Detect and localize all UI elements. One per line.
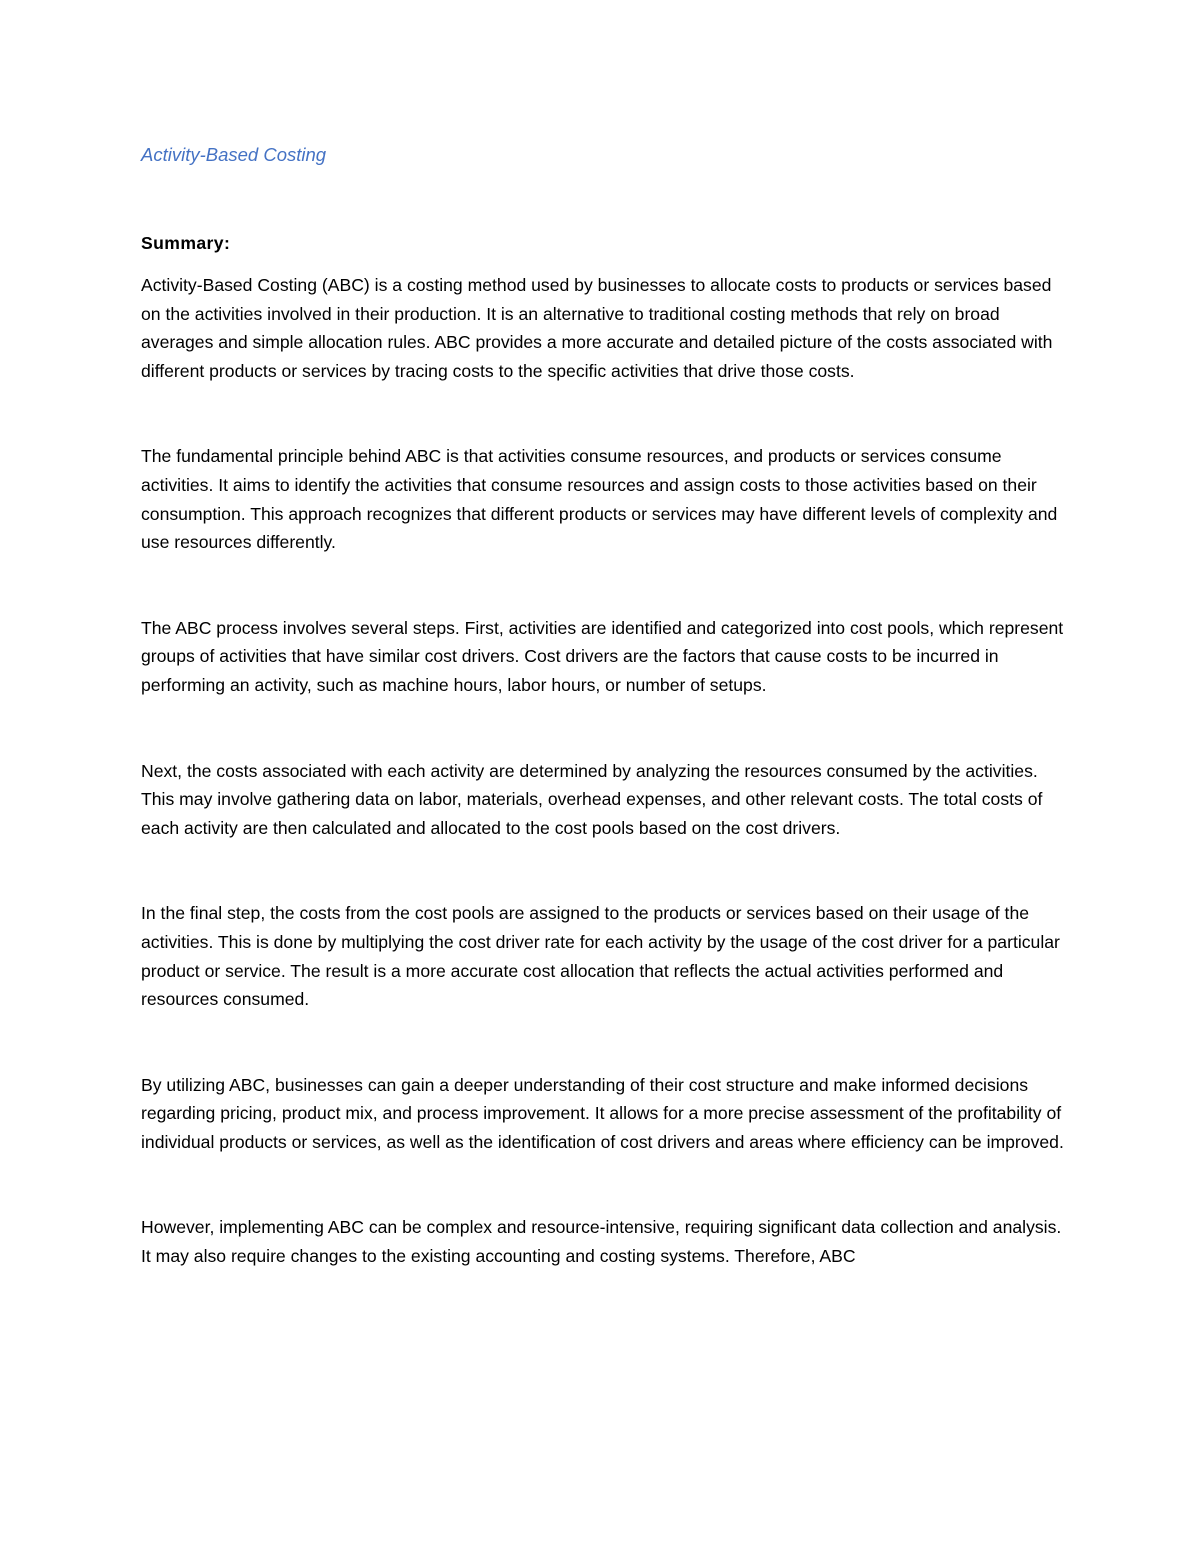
- paragraph-benefits: By utilizing ABC, businesses can gain a deeper understanding of their cost structure and make informed decisions regarding pricing, product mix, and process improvement. It allows for a more precise assessment of the profitability of individual products or services, as well as the identification of cost drivers and areas where efficiency can be improved.: [141, 1074, 1064, 1152]
- paragraph-limitations: However, implementing ABC can be complex and resource-intensive, requiring significant data collection and analysis. It may also require changes to the existing accounting and costing systems. Therefore, ABC: [141, 1217, 1062, 1267]
- paragraph-principle: The fundamental principle behind ABC is that activities consume resources, and products or services consume activities. It aims to identify the activities that consume resources and assign costs to those activities based on their consumption. This approach recognizes that different products or services may have different levels of complexity and use resources differently.: [141, 446, 1058, 553]
- document-title: Activity-Based Costing: [141, 144, 327, 165]
- paragraph-process: The ABC process involves several steps. First, activities are identified and categorized into cost pools, which represent groups of activities that have similar cost drivers. Cost drivers are the factors that cause costs to be incurred in performing an activity, such as machine hours, labor hours, or number of setups.: [141, 617, 1064, 695]
- summary-heading: Summary:: [141, 233, 231, 253]
- paragraph-intro: Activity-Based Costing (ABC) is a costing method used by businesses to allocate costs to products or services based on the activities involved in their production. It is an alternative to traditional costing methods that rely on broad averages and simple allocation rules. ABC provides a more accurate and detailed picture of the costs associated with different products or services by tracing costs to the specific activities that drive those costs.: [141, 275, 1053, 381]
- paragraph-final-step: In the final step, the costs from the cost pools are assigned to the products or services based on their usage of the activities. This is done by multiplying the cost driver rate for each activity by the usage of the cost driver for a particular product or service. The result is a more accurate cost allocation that reflects the actual activities performed and resources consumed.: [141, 903, 1060, 1010]
- document-body: [141, 141, 1066, 1271]
- paragraph-cost-determination: Next, the costs associated with each activity are determined by analyzing the resources consumed by the activities. This may involve gathering data on labor, materials, overhead expenses, and other relevant costs. The total costs of each activity are then calculated and allocated to the cost pools based on the cost drivers.: [141, 760, 1043, 838]
